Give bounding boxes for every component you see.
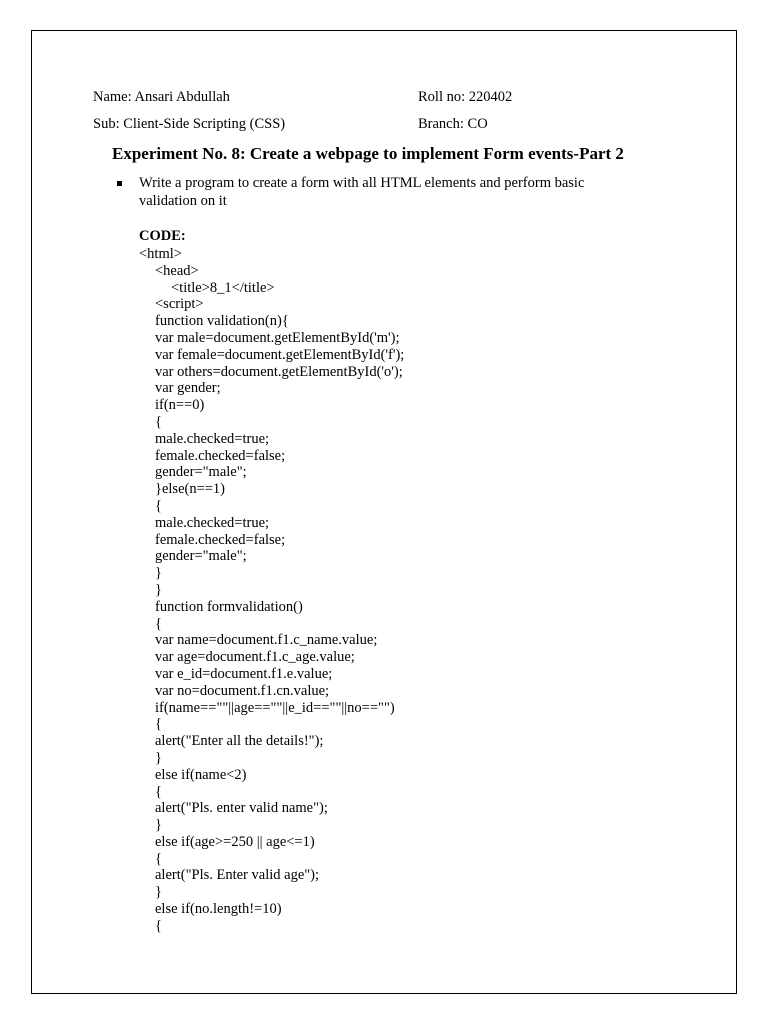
code-line: function validation(n){ [155, 313, 289, 330]
code-line: { [155, 413, 162, 430]
experiment-title: Experiment No. 8: Create a webpage to implement Form events-Part 2 [112, 144, 624, 163]
code-block [139, 246, 404, 935]
student-name: Name: Ansari Abdullah [93, 89, 230, 105]
code-line: else if(no.length!=10) [155, 901, 282, 918]
code-line: female.checked=false; [155, 447, 286, 464]
code-line: <html> [139, 246, 182, 262]
bullet-icon [117, 181, 122, 186]
code-line: else if(name<2) [155, 766, 247, 783]
code-line: } [155, 581, 162, 598]
code-line: var no=document.f1.cn.value; [155, 682, 330, 699]
code-line: { [155, 497, 162, 514]
code-line: alert("Pls. enter valid name"); [155, 800, 328, 817]
code-line: } [155, 749, 162, 766]
code-line: { [155, 850, 162, 867]
code-line: alert("Pls. Enter valid age"); [155, 867, 320, 884]
code-line: var male=document.getElementById('m'); [155, 329, 400, 346]
roll-number: Roll no: 220402 [418, 89, 513, 105]
code-line: var name=document.f1.c_name.value; [155, 632, 378, 649]
subject: Sub: Client-Side Scripting (CSS) [93, 116, 286, 132]
code-line: function formvalidation() [155, 598, 303, 615]
code-line: var e_id=document.f1.e.value; [155, 665, 333, 682]
code-line: { [155, 716, 162, 733]
code-line: var female=document.getElementById('f'); [155, 346, 405, 363]
code-line: male.checked=true; [155, 430, 270, 447]
code-line: <head> [155, 262, 199, 279]
code-line: var others=document.getElementById('o'); [155, 363, 403, 380]
branch: Branch: CO [418, 116, 488, 132]
code-line: { [155, 783, 162, 800]
code-label: CODE: [139, 228, 186, 244]
code-line: else if(age>=250 || age<=1) [155, 833, 315, 850]
code-line: alert("Enter all the details!"); [155, 733, 324, 750]
code-line: } [155, 884, 162, 901]
code-line: } [155, 817, 162, 834]
code-line: <title>8_1</title> [171, 279, 275, 296]
code-line: }else(n==1) [155, 481, 226, 498]
code-line: if(n==0) [155, 397, 205, 414]
task-line: validation on it [139, 193, 227, 209]
code-line: gender="male"; [155, 548, 247, 565]
code-line: { [155, 615, 162, 632]
code-line: var gender; [155, 380, 221, 397]
code-line: if(name==""||age==""||e_id==""||no=="") [155, 699, 395, 716]
task-description [139, 174, 639, 210]
code-line: <script> [155, 296, 204, 313]
code-line: gender="male"; [155, 464, 247, 481]
code-line: var age=document.f1.c_age.value; [155, 649, 355, 666]
task-line: Write a program to create a form with all HTML elements and perform basic [139, 175, 585, 191]
code-line: { [155, 917, 162, 934]
code-line: } [155, 565, 162, 582]
code-line: male.checked=true; [155, 514, 270, 531]
code-line: female.checked=false; [155, 531, 286, 548]
